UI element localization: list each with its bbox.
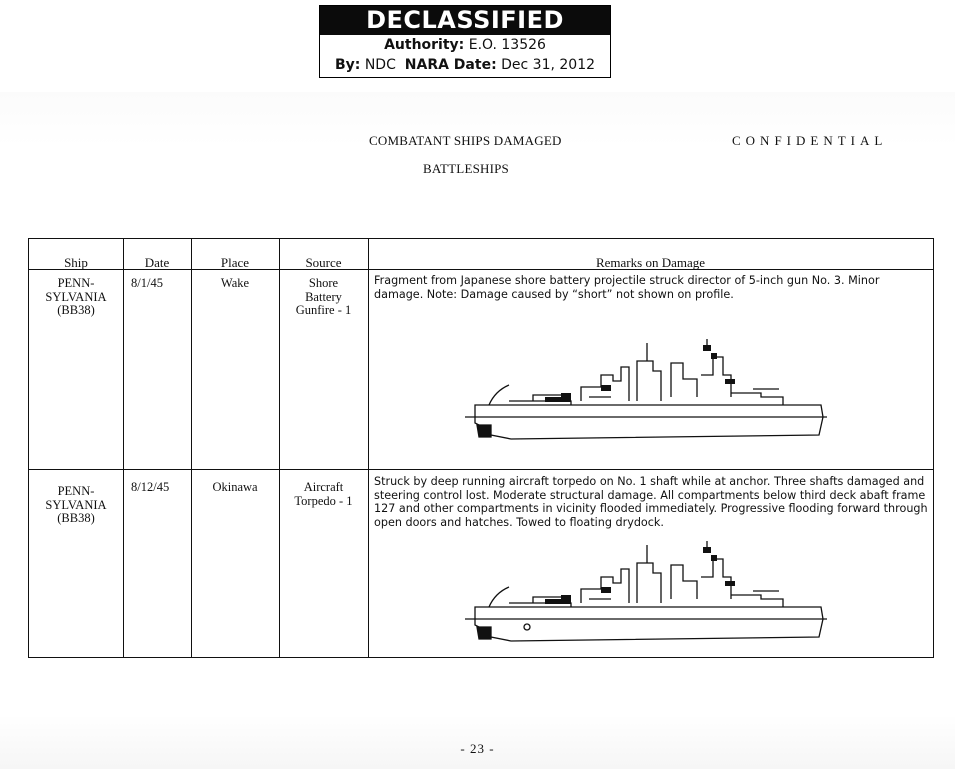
page-number: - 23 - xyxy=(460,741,495,756)
column-header-date: Date xyxy=(144,255,170,270)
stamp-by-label: By: xyxy=(334,57,361,73)
column-divider xyxy=(191,239,192,657)
ship-name-line: PENN- xyxy=(57,276,95,290)
declassified-stamp xyxy=(319,5,611,78)
column-header-place: Place xyxy=(220,255,250,270)
source-line: Battery xyxy=(305,289,342,304)
table-row-1-remarks: Fragment from Japanese shore battery projectile struck director of 5-inch gun No. 3. Minor damage. Note: Damage caused by “short” not shown on profile. xyxy=(374,274,880,301)
stamp-authority-label: Authority: xyxy=(384,37,465,53)
source-line: Aircraft xyxy=(303,480,344,494)
table-row-1-ship xyxy=(29,277,123,318)
ship-profile-diagram xyxy=(461,339,831,449)
source-line: Torpedo - 1 xyxy=(294,493,353,508)
stamp-by-line xyxy=(320,55,610,75)
page-subtitle: BATTLESHIPS xyxy=(423,161,509,176)
column-divider xyxy=(123,239,124,657)
table-row-2-place: Okinawa xyxy=(212,480,258,494)
ship-profile-diagram xyxy=(461,541,831,651)
table-row-1-date: 8/1/45 xyxy=(131,276,163,290)
source-line: Gunfire - 1 xyxy=(295,303,352,317)
table-row-2-ship xyxy=(29,485,123,526)
ship-name-line: SYLVANIA xyxy=(45,497,107,512)
page-title: COMBATANT SHIPS DAMAGED xyxy=(369,133,562,148)
ship-name-line: (BB38) xyxy=(57,511,95,525)
source-line: Shore xyxy=(308,276,339,290)
table-row-2-source xyxy=(279,481,368,508)
stamp-title: DECLASSIFIED xyxy=(320,6,610,35)
column-divider xyxy=(368,239,369,657)
row-divider xyxy=(29,469,933,470)
stamp-authority xyxy=(320,35,610,55)
stamp-by-value: NDC xyxy=(364,57,396,73)
stamp-nara-value: Dec 31, 2012 xyxy=(501,57,596,73)
ship-name-line: PENN- xyxy=(57,484,95,498)
classification-marking: CONFIDENTIAL xyxy=(732,133,888,148)
table-row-2-remarks: Struck by deep running aircraft torpedo on No. 1 shaft while at anchor. Three shafts damaged and steering control lost. Moderate structural damage. All compartments below third deck abaft frame 127 and other compartments in vicinity flooded immediately. Progressive flooding forward through open doors and hatches. Towed to floating drydock. xyxy=(374,475,928,529)
table-row-1-source xyxy=(279,277,368,318)
table-row-2-date: 8/12/45 xyxy=(131,480,170,494)
column-header-source: Source xyxy=(305,255,342,270)
stamp-authority-value: E.O. 13526 xyxy=(468,37,546,53)
damage-table xyxy=(28,238,934,658)
stamp-nara-label: NARA Date: xyxy=(404,57,497,73)
table-row-1-place: Wake xyxy=(220,276,250,290)
ship-name-line: (BB38) xyxy=(57,303,95,317)
column-header-ship: Ship xyxy=(64,255,88,270)
ship-name-line: SYLVANIA xyxy=(45,289,107,304)
column-header-remarks: Remarks on Damage xyxy=(595,255,706,270)
